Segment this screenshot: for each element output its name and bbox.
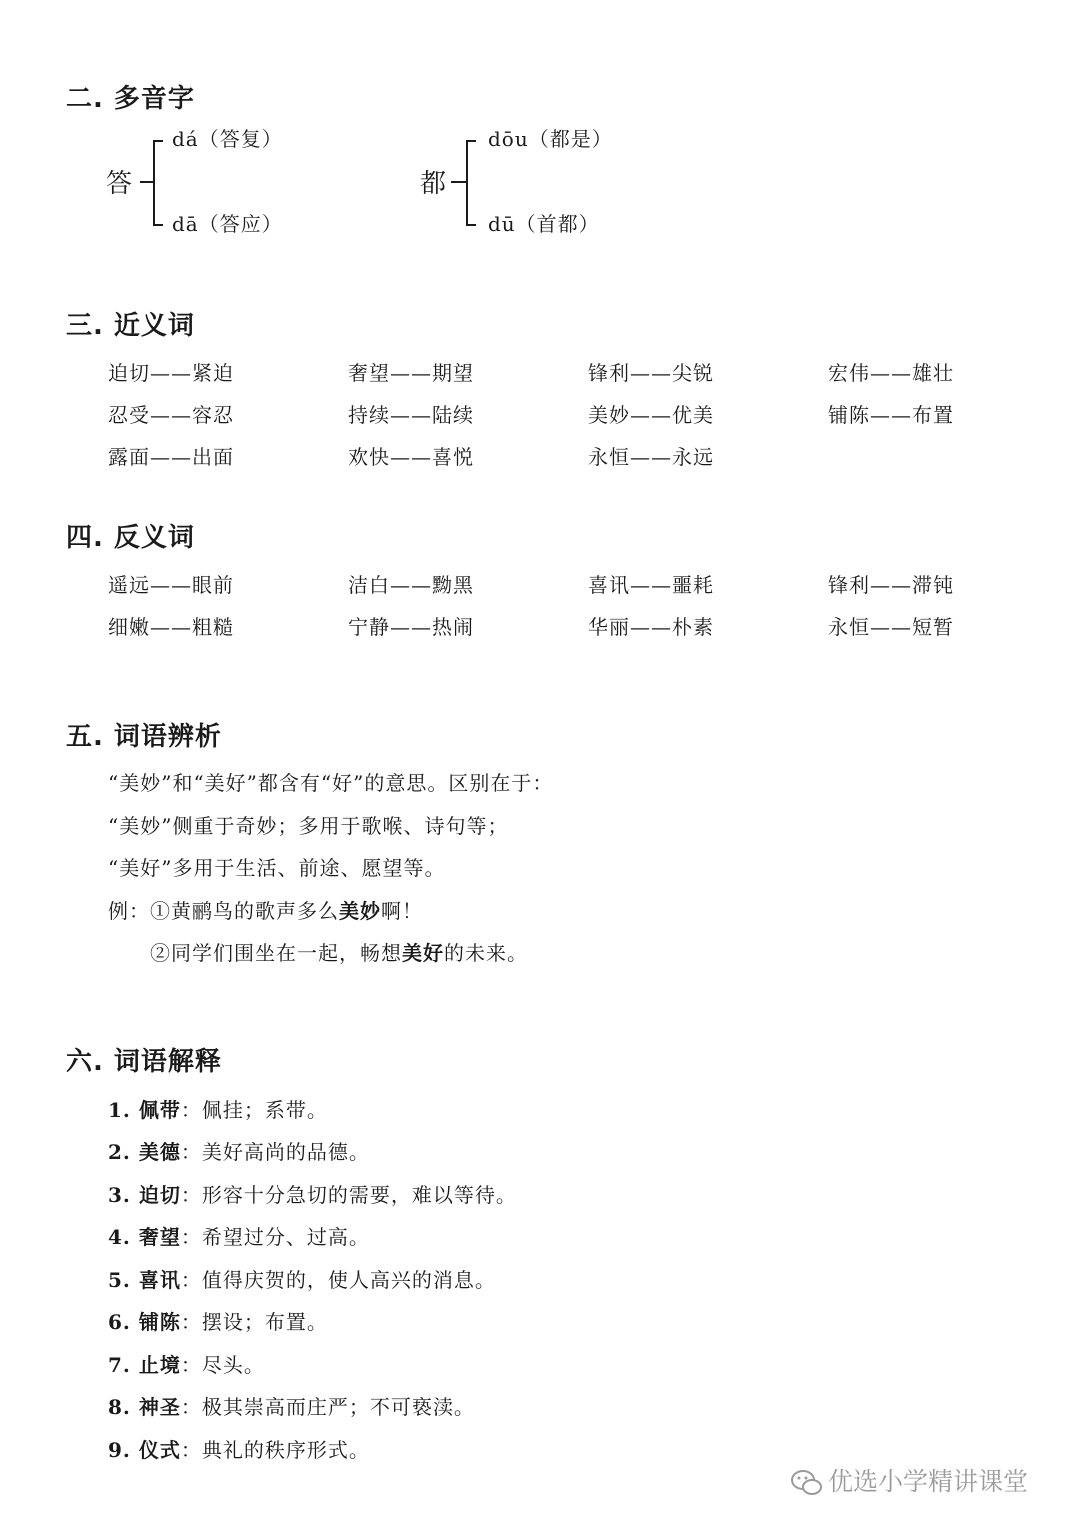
definition-term: 9. 仪式: [108, 1438, 181, 1462]
antonym-pair: 华丽——朴素: [588, 615, 714, 639]
definition-text: ：典礼的秩序形式。: [180, 1438, 370, 1462]
definition-item: [108, 1434, 370, 1463]
definition-item: [108, 1136, 370, 1165]
definition-term: 7. 止境: [108, 1353, 181, 1377]
example-2: [150, 937, 528, 966]
watermark-text: 优选小学精讲课堂: [828, 1467, 1029, 1496]
definition-term: 3. 迫切: [108, 1183, 181, 1207]
definition-text: ：形容十分急切的需要，难以等待。: [180, 1183, 517, 1207]
definition-term: 4. 奢望: [108, 1225, 181, 1249]
example-1: [108, 895, 423, 924]
antonym-pair: 遥远——眼前: [108, 573, 234, 597]
brace-bottom: [466, 224, 476, 226]
definition-term: 2. 美德: [108, 1140, 181, 1164]
example-text: ②同学们围坐在一起，畅想: [150, 941, 402, 965]
synonym-pair: 忍受——容忍: [108, 403, 234, 427]
analysis-line: “美妙”和“美好”都含有“好”的意思。区别在于：: [108, 771, 554, 795]
synonym-pair: 迫切——紧迫: [108, 361, 234, 385]
antonym-pair: 永恒——短暂: [828, 615, 954, 639]
example-text: 例：①黄鹂鸟的歌声多么: [108, 899, 339, 923]
synonym-pair: 奢望——期望: [348, 361, 474, 385]
definition-term: 8. 神圣: [108, 1395, 181, 1419]
antonym-pair: 喜讯——噩耗: [588, 573, 714, 597]
section-title-definitions: 六. 词语解释: [66, 1047, 222, 1077]
wechat-icon: [790, 1468, 824, 1498]
analysis-line: “美妙”侧重于奇妙；多用于歌喉、诗句等；: [108, 814, 509, 838]
antonym-pair: 洁白——黝黑: [348, 573, 474, 597]
synonym-pair: 露面——出面: [108, 445, 234, 469]
definition-item: [108, 1349, 265, 1378]
example-text: 啊！: [381, 899, 423, 923]
definition-text: ：值得庆贺的，使人高兴的消息。: [180, 1268, 496, 1292]
polyphonic-char: 答: [106, 169, 133, 199]
synonym-pair: 美妙——优美: [588, 403, 714, 427]
brace-stem: [451, 181, 467, 183]
brace-top: [153, 140, 163, 142]
analysis-line: “美好”多用于生活、前途、愿望等。: [108, 856, 446, 880]
brace: [466, 140, 468, 226]
definition-text: ：摆设；布置。: [180, 1310, 328, 1334]
reading-bottom: dū（首都）: [488, 212, 600, 236]
reading-top: dá（答复）: [172, 127, 283, 151]
section-title-word-analysis: 五. 词语辨析: [66, 722, 222, 752]
definition-term: 1. 佩带: [108, 1098, 181, 1122]
definition-term: 6. 铺陈: [108, 1310, 181, 1334]
definition-text: ：极其崇高而庄严；不可亵渎。: [180, 1395, 475, 1419]
definition-text: ：佩挂；系带。: [180, 1098, 328, 1122]
brace: [153, 140, 155, 226]
brace-bottom: [153, 224, 163, 226]
synonym-pair: 锋利——尖锐: [588, 361, 714, 385]
polyphonic-char: 都: [420, 169, 447, 199]
example-text: 的未来。: [444, 941, 528, 965]
example-keyword: 美妙: [339, 899, 381, 923]
synonym-pair: 欢快——喜悦: [348, 445, 474, 469]
brace-top: [466, 140, 476, 142]
synonym-pair: 铺陈——布置: [828, 403, 954, 427]
definition-item: [108, 1179, 517, 1208]
definition-item: [108, 1221, 370, 1250]
definition-term: 5. 喜讯: [108, 1268, 181, 1292]
antonym-pair: 锋利——滞钝: [828, 573, 954, 597]
synonym-pair: 持续——陆续: [348, 403, 474, 427]
synonym-pair: 宏伟——雄壮: [828, 361, 954, 385]
reading-top: dōu（都是）: [488, 127, 613, 151]
definition-item: [108, 1094, 328, 1123]
definition-text: ：美好高尚的品德。: [180, 1140, 370, 1164]
section-title-synonyms: 三. 近义词: [66, 311, 195, 341]
definition-text: ：希望过分、过高。: [180, 1225, 370, 1249]
brace-stem: [140, 181, 154, 183]
antonym-pair: 宁静——热闹: [348, 615, 474, 639]
watermark: [790, 1462, 1028, 1498]
antonym-pair: 细嫩——粗糙: [108, 615, 234, 639]
reading-bottom: dā（答应）: [172, 212, 283, 236]
section-title-antonyms: 四. 反义词: [66, 523, 195, 553]
definition-text: ：尽头。: [180, 1353, 265, 1377]
synonym-pair: 永恒——永远: [588, 445, 714, 469]
example-keyword: 美好: [402, 941, 444, 965]
section-title-polyphonic: 二. 多音字: [66, 84, 195, 114]
definition-item: [108, 1306, 328, 1335]
definition-item: [108, 1264, 496, 1293]
definition-item: [108, 1391, 475, 1420]
